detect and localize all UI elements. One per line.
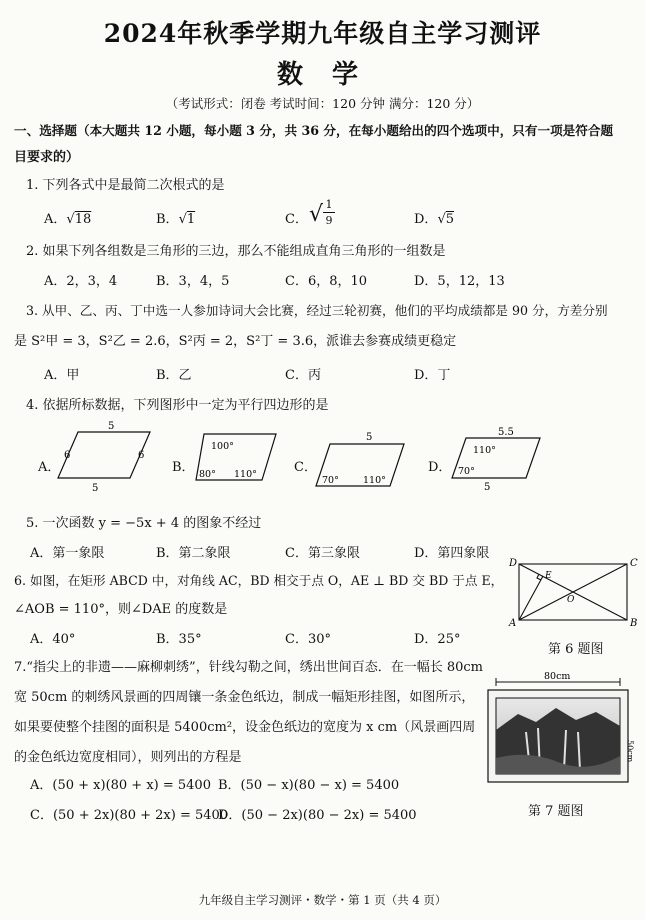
q2-option-d: D．5，12，13 bbox=[414, 274, 505, 289]
q1-option-a bbox=[44, 208, 91, 227]
label-e: E bbox=[545, 571, 552, 581]
q3-stem-line2: 是 S²甲 = 3，S²乙 = 2.6，S²丙 = 2，S²丁 = 3.6，派谁去参赛成绩更稳定 bbox=[14, 334, 457, 349]
q1-option-b-label: B． bbox=[156, 212, 179, 227]
q4-fig-c-angle2: 110° bbox=[363, 475, 386, 486]
q7-option-d: D．(50 − 2x)(80 − 2x) = 5400 bbox=[218, 808, 417, 823]
q1-option-d-label: D． bbox=[414, 212, 438, 227]
q4-fig-c-top: 5 bbox=[366, 432, 373, 443]
q5-option-d: D．第四象限 bbox=[414, 546, 490, 561]
q5-option-b: B．第二象限 bbox=[156, 546, 231, 561]
q4-fig-d-angle2: 70° bbox=[458, 466, 475, 477]
q4-fig-b-angle2: 80° bbox=[199, 469, 216, 480]
q4-option-d: D． bbox=[428, 460, 452, 475]
q7-figure bbox=[478, 670, 638, 800]
q5-option-a: A．第一象限 bbox=[30, 546, 105, 561]
q6-figure bbox=[505, 556, 641, 626]
q4-option-a: A． bbox=[38, 460, 61, 475]
q4-fig-c-angle1: 70° bbox=[322, 475, 339, 486]
q7-option-b: B．(50 − x)(80 − x) = 5400 bbox=[218, 778, 400, 793]
q6-option-d: D．25° bbox=[414, 632, 461, 647]
q4-option-b: B． bbox=[172, 460, 195, 475]
q4-fig-d-bottom: 5 bbox=[484, 482, 491, 493]
sqrt-symbol: √ bbox=[178, 212, 187, 227]
q4-stem: 4. 依据所标数据，下列图形中一定为平行四边形的是 bbox=[26, 398, 329, 413]
q2-option-b: B．3，4，5 bbox=[156, 274, 230, 289]
q1-option-b bbox=[156, 208, 195, 227]
q2-stem: 2. 如果下列各组数是三角形的三边，那么不能组成直角三角形的一组数是 bbox=[26, 244, 446, 259]
q4-option-c: C． bbox=[294, 460, 317, 475]
q3-option-b: B．乙 bbox=[156, 368, 192, 383]
label-c: C bbox=[630, 558, 638, 569]
q1-option-d bbox=[414, 208, 454, 227]
q3-option-a: A．甲 bbox=[44, 368, 80, 383]
label-d: D bbox=[509, 558, 518, 569]
q5-stem: 5. 一次函数 y = −5x + 4 的图象不经过 bbox=[26, 516, 262, 531]
q1-option-d-radicand: 5 bbox=[445, 212, 455, 227]
q6-option-a: A．40° bbox=[30, 632, 76, 647]
q4-fig-b-angle1: 100° bbox=[211, 441, 234, 452]
q7-option-a: A．(50 + x)(80 + x) = 5400 bbox=[30, 778, 211, 793]
sqrt-symbol: √ bbox=[309, 202, 324, 227]
q1-option-c-numerator: 1 bbox=[325, 198, 333, 211]
section-heading-line1: 一、选择题（本大题共 12 小题，每小题 3 分，共 36 分，在每小题给出的四个选项中，只有一项是符合题 bbox=[14, 123, 614, 138]
q1-option-c-denominator: 9 bbox=[325, 214, 333, 227]
q6-option-b: B．35° bbox=[156, 632, 202, 647]
q6-figure-caption: 第 6 题图 bbox=[548, 642, 604, 657]
q3-stem-line1: 3. 从甲、乙、丙、丁中选一人参加诗词大会比赛，经过三轮初赛，他们的平均成绩都是 90 分，方差分别 bbox=[26, 303, 608, 318]
q5-option-c: C．第三象限 bbox=[285, 546, 360, 561]
q6-option-c: C．30° bbox=[285, 632, 331, 647]
fraction-bar bbox=[323, 212, 335, 213]
q1-option-b-radicand: 1 bbox=[186, 212, 196, 227]
q4-fig-d-top: 5.5 bbox=[498, 427, 514, 438]
q7-line1: 7.“指尖上的非遗——麻柳刺绣”，针线勾勒之间，绣出世间百态．在一幅长 80cm bbox=[14, 660, 483, 675]
q4-fig-a-bottom: 5 bbox=[92, 483, 99, 494]
q4-figures bbox=[0, 418, 645, 498]
q4-fig-a-left: 6 bbox=[64, 450, 71, 461]
q2-option-a: A．2，3，4 bbox=[44, 274, 118, 289]
q3-option-c: C．丙 bbox=[285, 368, 321, 383]
q7-line3: 如果要使整个挂图的面积是 5400cm²，设金色纸边的宽度为 x cm（风景画四周 bbox=[14, 720, 476, 735]
subject-title: 数 学 bbox=[276, 60, 369, 90]
height-label: 50cm bbox=[625, 740, 635, 763]
q7-figure-caption: 第 7 题图 bbox=[528, 804, 584, 819]
exam-title: 2024年秋季学期九年级自主学习测评 bbox=[103, 19, 542, 48]
q7-option-c: C．(50 + 2x)(80 + 2x) = 5400 bbox=[30, 808, 229, 823]
sqrt-symbol: √ bbox=[66, 212, 75, 227]
label-a: A bbox=[509, 618, 517, 626]
q6-stem-line1: 6. 如图，在矩形 ABCD 中，对角线 AC，BD 相交于点 O，AE ⊥ BD 交 BD 于点 E， bbox=[14, 573, 504, 588]
section-heading-line2: 目要求的） bbox=[14, 150, 80, 165]
q1-option-c-label: C． bbox=[285, 212, 308, 227]
q4-fig-a-top: 5 bbox=[108, 421, 115, 432]
page-footer: 九年级自主学习测评・数学・第 1 页（共 4 页） bbox=[198, 893, 447, 907]
exam-info: （考试形式：闭卷 考试时间：120 分钟 满分：120 分） bbox=[165, 96, 480, 111]
q2-option-c: C．6，8，10 bbox=[285, 274, 368, 289]
label-o: O bbox=[567, 595, 575, 605]
q7-line2: 宽 50cm 的刺绣风景画的四周镶一条金色纸边，制成一幅矩形挂图，如图所示， bbox=[14, 690, 475, 705]
q4-fig-d-angle1: 110° bbox=[473, 445, 496, 456]
q4-fig-b-angle3: 110° bbox=[234, 469, 257, 480]
label-b: B bbox=[630, 618, 638, 626]
sqrt-symbol: √ bbox=[437, 212, 446, 227]
q1-option-a-label: A． bbox=[44, 212, 67, 227]
q4-fig-a-right: 6 bbox=[138, 450, 145, 461]
width-label: 80cm bbox=[544, 671, 571, 682]
q7-line4: 的金色纸边宽度相同），则列出的方程是 bbox=[14, 750, 242, 765]
q1-stem: 1. 下列各式中是最简二次根式的是 bbox=[26, 178, 225, 193]
q1-option-a-radicand: 18 bbox=[74, 212, 92, 227]
q3-option-d: D．丁 bbox=[414, 368, 451, 383]
q4-figure-a bbox=[58, 432, 150, 478]
q6-stem-line2: ∠AOB = 110°，则∠DAE 的度数是 bbox=[14, 602, 228, 617]
